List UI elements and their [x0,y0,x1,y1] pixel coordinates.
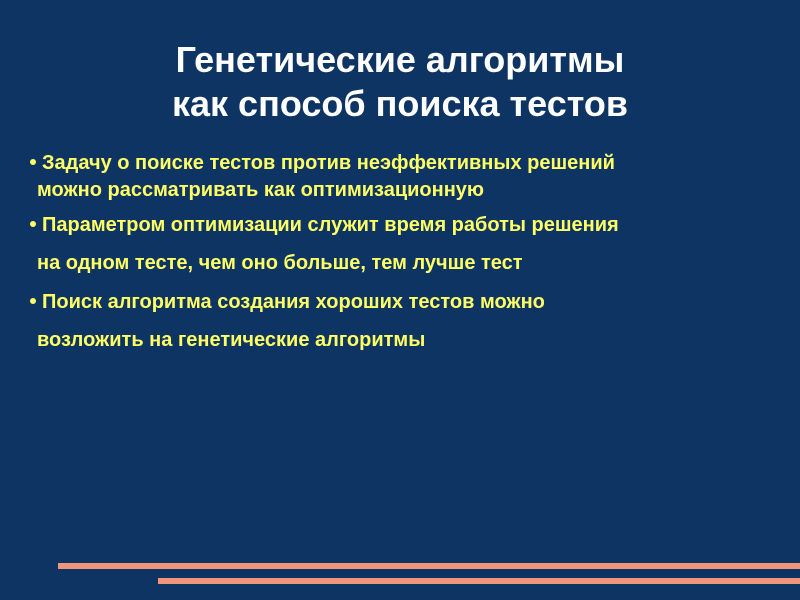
bullet-dot-icon [30,159,36,165]
bullet-item-3-text-1: Поиск алгоритма создания хороших тестов можно [42,291,545,313]
bullet-item-3 [30,283,545,359]
bullet-item-2-first-line [30,206,619,244]
decorative-stripe-top [58,563,800,569]
bullet-dot-icon [30,221,36,227]
bullet-item-1-text-2: можно рассматривать как оптимизационную [37,179,485,201]
slide-title-line-1: Генетические алгоритмы [175,39,625,80]
slide-title [0,38,800,126]
bullet-item-2-text-2: на одном тесте, чем оно больше, тем лучше тест [37,252,523,274]
bullet-item-2-text-1: Параметром оптимизации служит время работы решения [42,214,619,236]
slide-title-line-2: как способ поиска тестов [172,83,628,124]
bullet-item-1-text-1: Задачу о поиске тестов против неэффективных решений [42,152,615,174]
bullet-item-3-text-2: возложить на генетические алгоритмы [37,329,426,351]
bullet-item-1-first-line [30,150,615,177]
bullet-item-1 [30,150,615,204]
bullet-item-3-first-line [30,283,545,321]
bullet-dot-icon [30,298,36,304]
decorative-stripe-bottom [158,578,800,584]
bullet-item-2 [30,206,619,282]
